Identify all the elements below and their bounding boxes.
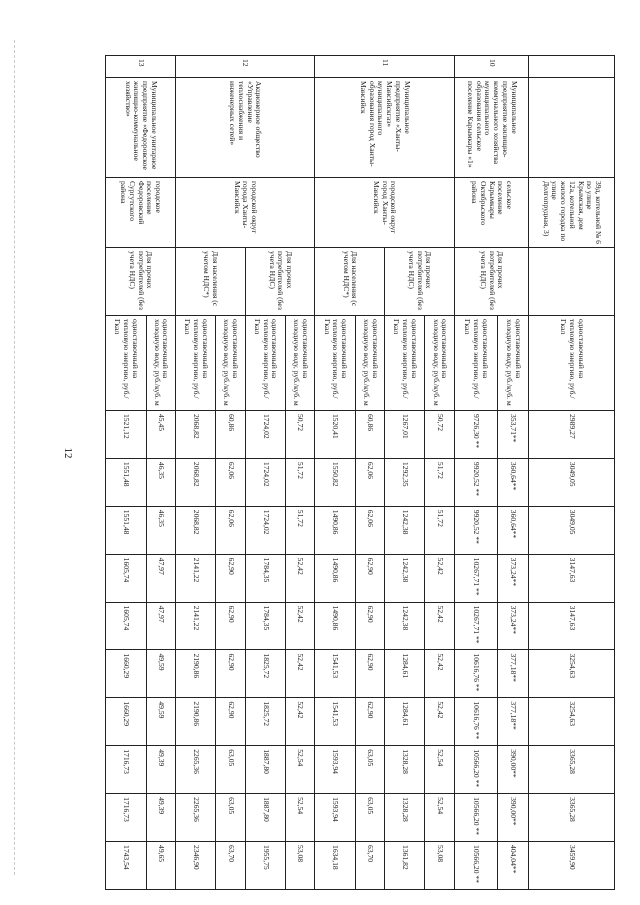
- tariff-value-cell: 52,42: [425, 650, 454, 698]
- tariff-value-cell: 2190,86: [175, 698, 216, 746]
- tariff-value-cell: 49,39: [146, 794, 175, 842]
- tariff-value-cell: 1520,41: [315, 411, 356, 459]
- tariff-value-cell: 2265,36: [175, 746, 216, 794]
- tariff-value-cell: 63,70: [216, 842, 245, 890]
- consumer-category-cell: Для населения (с учетом НДС*): [175, 248, 245, 316]
- tariff-value-cell: 373,24**: [497, 554, 528, 602]
- tariff-value-cell: 3147,63: [529, 554, 615, 602]
- tariff-value-cell: 49,65: [146, 842, 175, 890]
- tariff-value-cell: 63,05: [355, 794, 384, 842]
- territory-cell: городское поселение Федоровский Сургутского района: [106, 178, 176, 248]
- tariff-value-cell: 62,90: [355, 650, 384, 698]
- tariff-type-cell: одноставочный на холодную воду, руб./куб. м: [425, 316, 454, 411]
- tariff-value-cell: 3147,63: [529, 602, 615, 650]
- tariff-value-cell: 62,90: [355, 554, 384, 602]
- tariff-value-cell: 10566,20 **: [454, 746, 497, 794]
- tariff-value-cell: 1521,12: [106, 411, 147, 459]
- tariff-value-cell: 52,42: [425, 554, 454, 602]
- tariff-value-cell: 62,06: [355, 458, 384, 506]
- tariff-value-cell: 46,35: [146, 458, 175, 506]
- tariff-value-cell: 2141,22: [175, 602, 216, 650]
- row-number-cell: [529, 56, 615, 78]
- tariff-value-cell: 390,00**: [497, 746, 528, 794]
- territory-cell: сельское поселение Карымкары Октябрьского района: [454, 178, 529, 248]
- tariff-value-cell: 53,08: [286, 842, 315, 890]
- tariff-value-cell: 1292,35: [384, 458, 425, 506]
- row-number-cell: 13: [106, 56, 176, 78]
- consumer-category-cell: Для прочих потребителей (без учета НДС): [245, 248, 315, 316]
- tariff-value-cell: 1825,72: [245, 698, 286, 746]
- table-wrapper: [105, 55, 615, 890]
- tariff-value-cell: 9920,52 **: [454, 506, 497, 554]
- rotated-table-frame: [105, 55, 615, 890]
- tariff-value-cell: 3459,90: [529, 842, 615, 890]
- tariff-value-cell: 390,00**: [497, 794, 528, 842]
- consumer-category-cell: Для прочих потребителей (без учета НДС): [384, 248, 454, 316]
- tariff-type-cell: одноставочный на холодную воду, руб./куб. м: [146, 316, 175, 411]
- tariff-value-cell: 1955,75: [245, 842, 286, 890]
- tariff-value-cell: 1284,61: [384, 698, 425, 746]
- tariff-value-cell: 1716,73: [106, 794, 147, 842]
- consumer-category-cell: Для населения (с учетом НДС*): [315, 248, 385, 316]
- row-number-cell: 10: [454, 56, 529, 78]
- tariff-value-cell: 10616,76 **: [454, 650, 497, 698]
- tariff-type-cell: одноставочный на тепловую энергию, руб./Гкал: [106, 316, 147, 411]
- tariff-value-cell: 2989,27: [529, 411, 615, 459]
- tariff-value-cell: 1490,86: [315, 506, 356, 554]
- tariff-value-cell: 62,90: [355, 698, 384, 746]
- tariff-value-cell: 9726,30 **: [454, 411, 497, 459]
- tariff-value-cell: 1593,94: [315, 794, 356, 842]
- tariff-value-cell: 52,42: [425, 602, 454, 650]
- tariff-type-cell: одноставочный на холодную воду, руб./куб. м: [286, 316, 315, 411]
- consumer-category-cell: Для прочих потребителей (без учета НДС): [454, 248, 529, 316]
- tariff-value-cell: 51,72: [286, 506, 315, 554]
- tariff-value-cell: 353,71**: [497, 411, 528, 459]
- row-number-cell: 12: [175, 56, 314, 78]
- tariff-value-cell: 51,72: [286, 458, 315, 506]
- tariff-type-cell: одноставочный на холодную воду, руб./куб. м: [497, 316, 528, 411]
- tariff-value-cell: 1724,02: [245, 458, 286, 506]
- tariff-value-cell: 1724,02: [245, 506, 286, 554]
- consumer-category-cell: [529, 248, 615, 316]
- tariff-value-cell: 50,72: [425, 411, 454, 459]
- tariff-value-cell: 63,05: [355, 746, 384, 794]
- tariff-value-cell: 2068,82: [175, 458, 216, 506]
- tariff-value-cell: 1242,38: [384, 602, 425, 650]
- tariff-value-cell: 45,45: [146, 411, 175, 459]
- tariff-value-cell: 1784,35: [245, 554, 286, 602]
- tariff-value-cell: 2068,82: [175, 411, 216, 459]
- tariff-value-cell: 62,90: [216, 698, 245, 746]
- tariff-value-cell: 51,72: [425, 458, 454, 506]
- tariff-value-cell: 62,90: [216, 602, 245, 650]
- tariff-value-cell: 52,42: [286, 554, 315, 602]
- tariff-value-cell: 62,90: [355, 602, 384, 650]
- tariff-value-cell: 1242,38: [384, 506, 425, 554]
- tariff-value-cell: 62,06: [216, 506, 245, 554]
- tariff-value-cell: 10566,20 **: [454, 842, 497, 890]
- tariff-value-cell: 63,05: [216, 746, 245, 794]
- tariff-value-cell: 1724,02: [245, 411, 286, 459]
- table-row: [425, 56, 454, 890]
- tariff-value-cell: 360,64**: [497, 506, 528, 554]
- tariff-value-cell: 63,70: [355, 842, 384, 890]
- tariff-type-cell: одноставочный на холодную воду, руб./куб. м: [216, 316, 245, 411]
- tariff-value-cell: 10616,76 **: [454, 698, 497, 746]
- scan-edge-line: [14, 40, 15, 875]
- tariff-value-cell: 3049,05: [529, 506, 615, 554]
- tariff-value-cell: 52,42: [425, 698, 454, 746]
- tariff-value-cell: 404,04**: [497, 842, 528, 890]
- organization-cell: Акционерное общество «Управление теплоснабжения и инженерных сетей»: [175, 78, 314, 178]
- tariff-value-cell: 49,39: [146, 746, 175, 794]
- tariff-value-cell: 377,18**: [497, 650, 528, 698]
- tariff-value-cell: 60,86: [216, 411, 245, 459]
- tariff-value-cell: 1887,80: [245, 794, 286, 842]
- tariff-value-cell: 62,06: [355, 506, 384, 554]
- tariff-value-cell: 49,59: [146, 698, 175, 746]
- tariff-value-cell: 10267,71 **: [454, 602, 497, 650]
- tariff-value-cell: 10566,20 **: [454, 794, 497, 842]
- tariff-value-cell: 52,54: [425, 746, 454, 794]
- tariff-value-cell: 62,90: [216, 650, 245, 698]
- territory-cell: 39д, котельной № 6 по улице Крымская, дом 12а, котельной жилого городка по улице Долгопрудная, 3): [529, 178, 615, 248]
- page-number: 12: [62, 447, 74, 459]
- tariff-value-cell: 360,64**: [497, 458, 528, 506]
- tariff-value-cell: 1784,35: [245, 602, 286, 650]
- consumer-category-cell: Для прочих потребителей (без учета НДС): [106, 248, 176, 316]
- tariff-value-cell: 52,54: [425, 794, 454, 842]
- tariff-value-cell: 49,59: [146, 650, 175, 698]
- territory-cell: городской округ города Ханты-Мансийск: [175, 178, 314, 248]
- tariff-value-cell: 1660,29: [106, 698, 147, 746]
- tariff-type-cell: одноставочный на тепловую энергию, руб./Гкал: [454, 316, 497, 411]
- tariff-value-cell: 52,42: [286, 698, 315, 746]
- tariff-value-cell: 52,42: [286, 602, 315, 650]
- tariff-value-cell: 60,86: [355, 411, 384, 459]
- tariff-value-cell: 46,35: [146, 506, 175, 554]
- tariff-value-cell: 2265,36: [175, 794, 216, 842]
- table-row: [529, 56, 615, 890]
- organization-cell: Муниципальное предприятие «Ханты-Мансийскгаз» муниципального образования город Ханты-Мансийск: [315, 78, 454, 178]
- tariff-value-cell: 1605,74: [106, 602, 147, 650]
- tariff-value-cell: 1541,53: [315, 698, 356, 746]
- tariff-value-cell: 3049,05: [529, 458, 615, 506]
- tariff-value-cell: 1887,80: [245, 746, 286, 794]
- organization-cell: Муниципальное предприятие жилищно-коммунального хозяйства муниципального образования сельское поселение Карымкары «1»: [454, 78, 529, 178]
- tariff-value-cell: 9920,52 **: [454, 458, 497, 506]
- tariff-value-cell: 1328,28: [384, 746, 425, 794]
- tariff-value-cell: 53,08: [425, 842, 454, 890]
- tariff-value-cell: 1490,86: [315, 602, 356, 650]
- territory-cell: городской округ город Ханты-Мансийск: [315, 178, 454, 248]
- tariff-value-cell: 1550,82: [315, 458, 356, 506]
- tariff-value-cell: 1541,53: [315, 650, 356, 698]
- table-row: [286, 56, 315, 890]
- tariff-type-cell: одноставочный на тепловую энергию, руб./Гкал: [529, 316, 615, 411]
- tariff-value-cell: 1593,94: [315, 746, 356, 794]
- table-row: [497, 56, 528, 890]
- tariff-value-cell: 2190,86: [175, 650, 216, 698]
- tariff-value-cell: 3254,63: [529, 650, 615, 698]
- tariff-value-cell: 52,42: [286, 650, 315, 698]
- tariff-value-cell: 1660,29: [106, 650, 147, 698]
- tariff-value-cell: 52,54: [286, 794, 315, 842]
- tariff-value-cell: 3365,28: [529, 794, 615, 842]
- tariff-value-cell: 1361,82: [384, 842, 425, 890]
- tariff-value-cell: 1267,01: [384, 411, 425, 459]
- tariff-value-cell: 373,24**: [497, 602, 528, 650]
- tariff-value-cell: 47,97: [146, 602, 175, 650]
- tariff-value-cell: 47,97: [146, 554, 175, 602]
- tariff-value-cell: 1328,28: [384, 794, 425, 842]
- tariff-value-cell: 62,90: [216, 554, 245, 602]
- row-number-cell: 11: [315, 56, 454, 78]
- tariff-value-cell: 10267,71 **: [454, 554, 497, 602]
- tariff-table: [105, 55, 615, 890]
- tariff-value-cell: 1284,61: [384, 650, 425, 698]
- tariff-value-cell: 50,72: [286, 411, 315, 459]
- tariff-value-cell: 1743,54: [106, 842, 147, 890]
- table-row: [146, 56, 175, 890]
- tariff-value-cell: 1551,48: [106, 458, 147, 506]
- tariff-value-cell: 1551,48: [106, 506, 147, 554]
- tariff-value-cell: 2346,90: [175, 842, 216, 890]
- tariff-type-cell: одноставочный на холодную воду, руб./куб. м: [355, 316, 384, 411]
- tariff-value-cell: 1490,86: [315, 554, 356, 602]
- tariff-value-cell: 1605,74: [106, 554, 147, 602]
- tariff-value-cell: 377,18**: [497, 698, 528, 746]
- organization-cell: Муниципальное унитарное предприятие «Федоровское жилищно-коммунальное хозяйство»: [106, 78, 176, 178]
- tariff-value-cell: 52,54: [286, 746, 315, 794]
- tariff-value-cell: 1716,73: [106, 746, 147, 794]
- tariff-value-cell: 3365,28: [529, 746, 615, 794]
- tariff-type-cell: одноставочный на тепловую энергию, руб./Гкал: [315, 316, 356, 411]
- tariff-value-cell: 63,05: [216, 794, 245, 842]
- tariff-value-cell: 2141,22: [175, 554, 216, 602]
- tariff-value-cell: 2068,82: [175, 506, 216, 554]
- tariff-value-cell: 1825,72: [245, 650, 286, 698]
- tariff-type-cell: одноставочный на тепловую энергию, руб./Гкал: [245, 316, 286, 411]
- tariff-value-cell: 3254,63: [529, 698, 615, 746]
- tariff-type-cell: одноставочный на тепловую энергию, руб./Гкал: [175, 316, 216, 411]
- tariff-value-cell: 1242,38: [384, 554, 425, 602]
- tariff-value-cell: 1634,18: [315, 842, 356, 890]
- organization-cell: [529, 78, 615, 178]
- tariff-value-cell: 51,72: [425, 506, 454, 554]
- tariff-type-cell: одноставочный на тепловую энергию, руб./Гкал: [384, 316, 425, 411]
- tariff-value-cell: 62,06: [216, 458, 245, 506]
